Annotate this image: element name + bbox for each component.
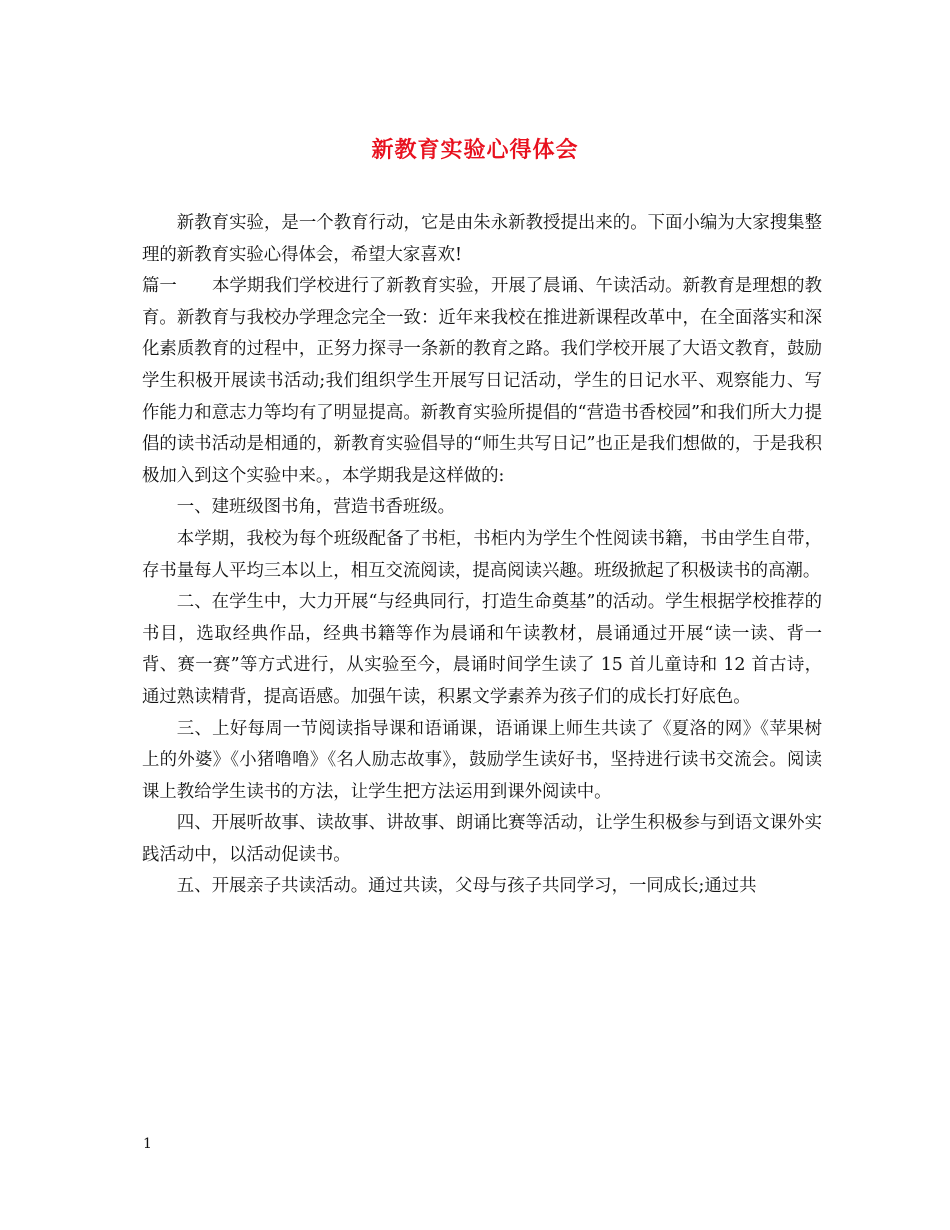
intro-paragraph: 新教育实验，是一个教育行动，它是由朱永新教授提出来的。下面小编为大家搜集整理的新教育实验心得体会，希望大家喜欢! [142, 213, 822, 265]
paragraph-item: 本学期，我校为每个班级配备了书柜，书柜内为学生个性阅读书籍，书由学生自带，存书量每人平均三本以上，相互交流阅读，提高阅读兴趣。班级掀起了积极读书的高潮。 [142, 528, 822, 581]
paragraph-item: 三、上好每周一节阅读指导课和语诵课，语诵课上师生共读了《夏洛的网》《苹果树上的外婆》《小猪噜噜》《名人励志故事》，鼓励学生读好书，坚持进行读书交流会。阅读课上教给学生读书的方法，让学生把方法运用到课外阅读中。 [142, 718, 822, 802]
paragraph-item: 五、开展亲子共读活动。通过共读，父母与孩子共同学习，一同成长;通过共 [176, 876, 757, 897]
document-title: 新教育实验心得体会 [371, 137, 579, 163]
paragraph-item: 四、开展听故事、读故事、讲故事、朗诵比赛等活动，让学生积极参与到语文课外实践活动中，以活动促读书。 [142, 813, 822, 865]
section-one-paragraph [142, 271, 822, 492]
section-label: 篇一 [142, 276, 177, 297]
paragraph-item: 二、在学生中，大力开展“与经典同行，打造生命奠基”的活动。学生根据学校推荐的书目，选取经典作品，经典书籍等作为晨诵和午读教材，晨诵通过开展“读一读、背一背、赛一赛”等方式进行，从实验至今，晨诵时间学生读了 15 首儿童诗和 12 首古诗，通过熟读精背，提高语感。加强午读，积累文学素养为孩子们的成长打好底色。 [142, 592, 822, 707]
page-number: 1 [143, 1136, 152, 1152]
section-first-paragraph-text: 本学期我们学校进行了新教育实验，开展了晨诵、午读活动。新教育是理想的教育。新教育与我校办学理念完全一致：近年来我校在推进新课程改革中，在全面落实和深化素质教育的过程中，正努力探寻一条新的教育之路。我们学校开展了大语文教育，鼓励学生积极开展读书活动;我们组织学生开展写日记活动，学生的日记水平、观察能力、写作能力和意志力等均有了明显提高。新教育实验所提倡的“营造书香校园”和我们所大力提倡的读书活动是相通的，新教育实验倡导的“师生共写日记”也正是我们想做的，于是我积极加入到这个实验中来。，本学期我是这样做的: [142, 276, 822, 486]
document-body [142, 208, 822, 903]
paragraph-item: 一、建班级图书角，营造书香班级。 [176, 497, 456, 518]
